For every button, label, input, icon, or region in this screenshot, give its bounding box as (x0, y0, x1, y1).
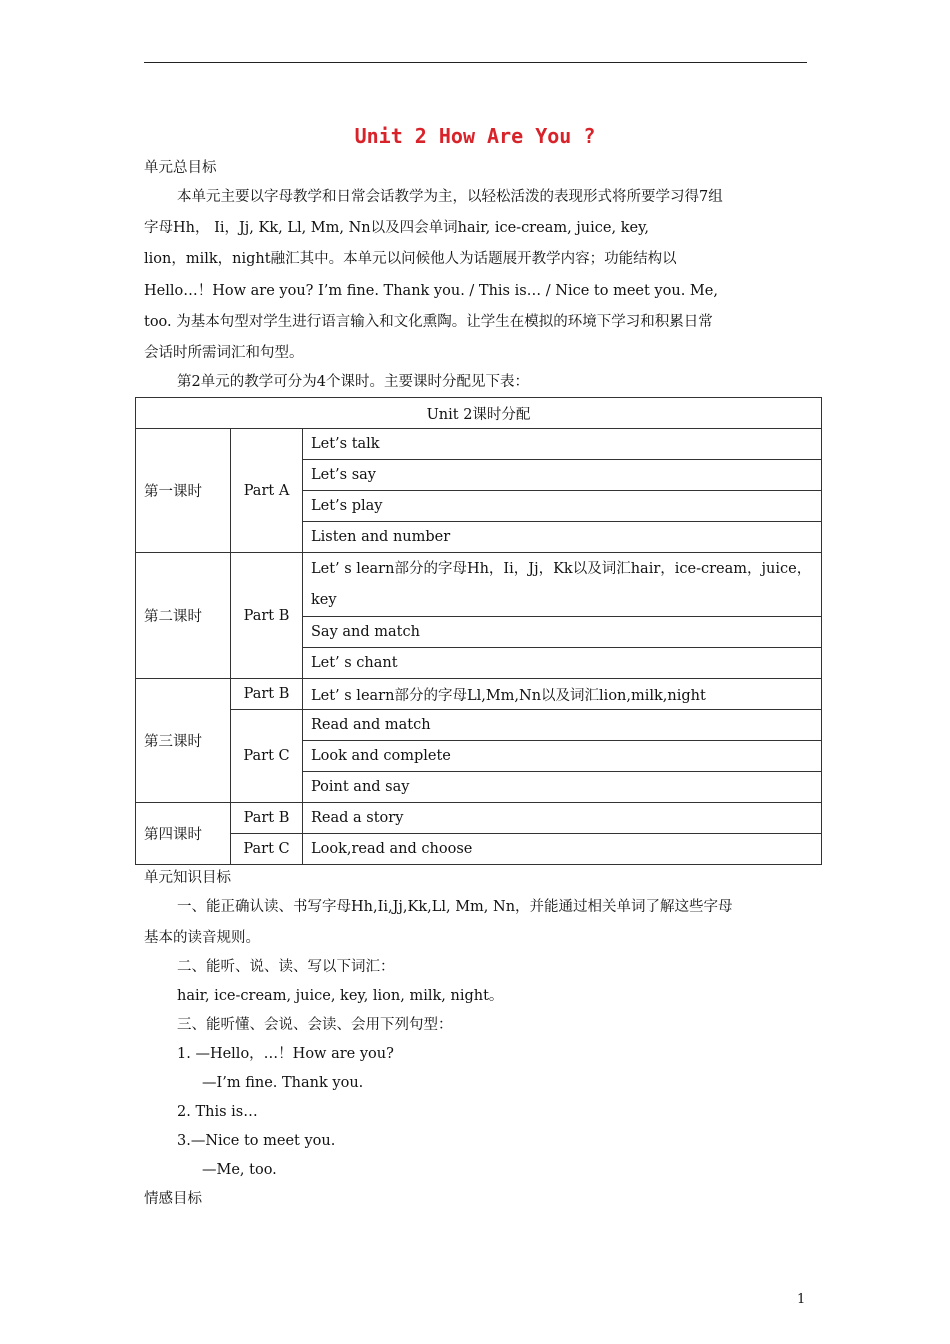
activity-cell: Let’ s learn部分的字母Ll,Mm,Nn以及词汇lion,milk,night (303, 679, 822, 710)
activity-cell: Let’s talk (303, 429, 822, 460)
part-label: Part B (231, 679, 303, 710)
activity-cell: Listen and number (303, 522, 822, 553)
activity-cell: Let’ s chant (303, 648, 822, 679)
part-label: Part C (231, 710, 303, 803)
part-label: Part A (231, 429, 303, 553)
lesson-label: 第二课时 (136, 553, 231, 679)
page-title: Unit 2 How Are You ? (354, 124, 596, 148)
header-rule (144, 62, 807, 63)
activity-cell: Look and complete (303, 741, 822, 772)
knowledge-line-10: —Me, too. (202, 1162, 277, 1178)
intro-line-7: 第2单元的教学可分为4个课时。主要课时分配见下表： (177, 374, 529, 390)
knowledge-line-9: 3.—Nice to meet you. (177, 1133, 336, 1149)
knowledge-line-7: —I’m fine. Thank you. (202, 1075, 364, 1091)
intro-line-4: Hello…！How are you? I’m fine. Thank you. / This is… / Nice to meet you. Me, (144, 283, 718, 299)
part-label: Part B (231, 803, 303, 834)
knowledge-line-6: 1. —Hello，…！How are you? (177, 1046, 394, 1062)
intro-line-5: too. 为基本句型对学生进行语言输入和文化熏陶。让学生在模拟的环境下学习和积累日常 (144, 314, 713, 330)
section-heading-overall: 单元总目标 (144, 160, 217, 176)
table-header: Unit 2课时分配 (136, 398, 822, 429)
activity-cell: Point and say (303, 772, 822, 803)
section-heading-knowledge: 单元知识目标 (144, 870, 231, 886)
activity-cell: Let’s say (303, 460, 822, 491)
knowledge-line-1: 一、能正确认读、书写字母Hh,Ii,Jj,Kk,Ll, Mm, Nn，并能通过相关单词了解这些字母 (177, 899, 733, 915)
part-label: Part B (231, 553, 303, 679)
lesson-label: 第三课时 (136, 679, 231, 803)
activity-cell: Say and match (303, 617, 822, 648)
section-heading-emotion: 情感目标 (144, 1191, 202, 1207)
intro-line-3: lion，milk，night融汇其中。本单元以问候他人为话题展开教学内容；功能结构以 (144, 251, 677, 267)
activity-cell: Read and match (303, 710, 822, 741)
knowledge-line-2: 基本的读音规则。 (144, 930, 260, 946)
activity-cell: Let’s play (303, 491, 822, 522)
lesson-label: 第四课时 (136, 803, 231, 865)
knowledge-line-5: 三、能听懂、会说、会读、会用下列句型： (177, 1017, 453, 1033)
intro-line-6: 会话时所需词汇和句型。 (144, 345, 304, 361)
intro-line-2: 字母Hh， Ii，Jj, Kk, Ll, Mm, Nn以及四会单词hair, ice-cream, juice, key, (144, 220, 649, 236)
page-number: 1 (797, 1292, 806, 1307)
activity-cell: Read a story (303, 803, 822, 834)
knowledge-line-8: 2. This is… (177, 1104, 258, 1120)
lesson-label: 第一课时 (136, 429, 231, 553)
part-label: Part C (231, 834, 303, 865)
knowledge-line-3: 二、能听、说、读、写以下词汇： (177, 959, 395, 975)
lesson-schedule-table (135, 397, 822, 865)
activity-cell: Let’ s learn部分的字母Hh，Ii，Jj，Kk以及词汇hair，ice-cream，juice，key (303, 553, 822, 617)
knowledge-line-4: hair, ice-cream, juice, key, lion, milk, night。 (177, 988, 504, 1004)
intro-line-1: 本单元主要以字母教学和日常会话教学为主，以轻松活泼的表现形式将所要学习得7组 (177, 189, 723, 205)
activity-cell: Look,read and choose (303, 834, 822, 865)
